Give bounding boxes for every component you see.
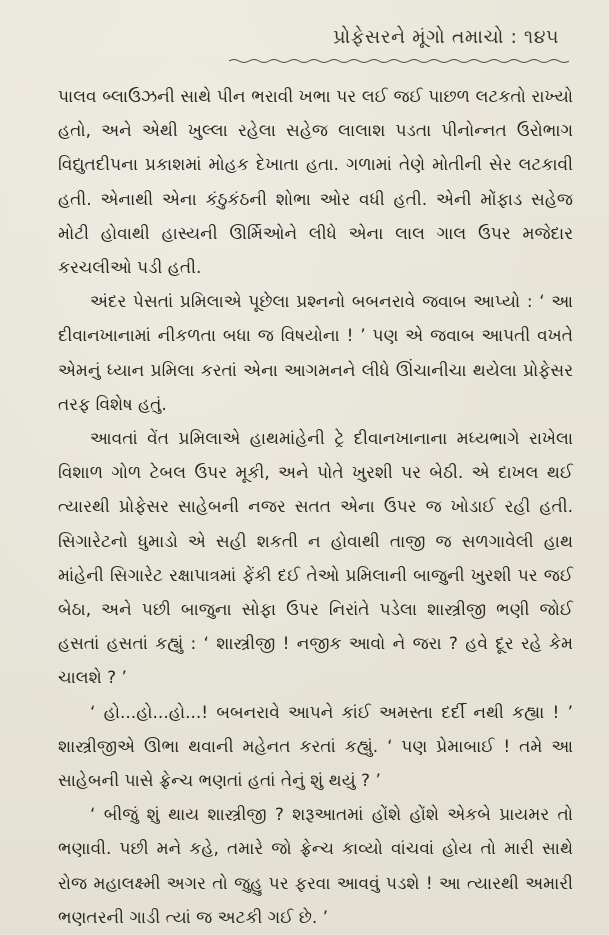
running-header: પ્રોફેસરને મૂંગો તમાચો : ૧૪૫ — [333, 26, 559, 48]
header-wavy-rule — [229, 58, 569, 64]
paragraph-2: અંદર પેસતાં પ્રમિલાએ પૂછેલા પ્રશ્નનો બબનરાવે જવાબ આપ્યો : ‘ આ દીવાનખાનામાં નીકળતા બધા જ વિષયોના ! ’ પણ એ જવાબ આપતી વખતે એમનું ધ્યાન પ્રમિલા કરતાં એના આગમનને લીધે ઊંચાનીચા થયેલા પ્રોફેસર તરફ વિશેષ હતું. — [58, 292, 573, 415]
paragraph-1: પાલવ બ્લાઉઝની સાથે પીન ભરાવી ખભા પર લઈ જઈ પાછળ લટકતો રાખ્યો હતો, અને એથી ખુલ્લા રહેલા સહેજ લાલાશ પડતા પીનોન્નત ઉરોભાગ વિદ્યુતદીપના પ્રકાશમાં મોહક દેખાતા હતા. ગળામાં તેણે મોતીની સેર લટકાવી હતી. એનાથી એના કંઠુકંઠની શોભા ઓર વધી હતી. એની મોંફાડ સહેજ મોટી હોવાથી હાસ્યની ઊર્મિઓને લીધે એના લાલ ગાલ ઉપર મજેદાર કરચલીઓ પડી હતી. — [58, 87, 573, 279]
body-text — [58, 80, 573, 935]
paragraph-5: ‘ બીજું શું થાય શાસ્ત્રીજી ? શરૂઆતમાં હોંશે હોંશે એકબે પ્રાયમર તો ભણાવી. પછી મને કહે, તમારે જો ફ્રેન્ચ કાવ્યો વાંચવાં હોય તો મારી સાથે રોજ મહાલક્ષ્મી અગર તો જુહુ પર ફરવા આવવું પડશે ! આ ત્યારથી અમારી ભણતરની ગાડી ત્યાં જ અટકી ગઈ છે. ’ — [58, 805, 573, 928]
paragraph-3: આવતાં વેંત પ્રમિલાએ હાથમાંહેની ટ્રે દીવાનખાનાના મધ્યભાગે રાખેલા વિશાળ ગોળ ટેબલ ઉપર મૂકી, અને પોતે ખુરશી પર બેઠી. એ દાખલ થઈ ત્યારથી પ્રોફેસર સાહેબની નજર સતત એના ઉપર જ ખોડાઈ રહી હતી. સિગારેટનો ધુમાડો એ સહી શકતી ન હોવાથી તાજી જ સળગાવેલી હાથ માંહેની સિગારેટ રક્ષાપાત્રમાં ફેંકી દઈ તેઓ પ્રમિલાની બાજુની ખુરશી પર જઈ બેઠા, અને પછી બાજુના સોફા ઉપર નિરાંતે પડેલા શાસ્ત્રીજી ભણી જોઈ હસતાં હસતાં કહ્યું : ‘ શાસ્ત્રીજી ! નજીક આવો ને જરા ? હવે દૂર રહે કેમ ચાલશે ? ’ — [58, 429, 573, 689]
paragraph-4: ‘ હો...હો...હો...! બબનરાવે આપને કાંઈ અમસ્તા દર્દી નથી કહ્યા ! ’ શાસ્ત્રીજીએ ઊભા થવાની મહેનત કરતાં કહ્યું. ‘ પણ પ્રેમાબાઈ ! તમે આ સાહેબની પાસે ફ્રેન્ચ ભણતાં હતાં તેનું શું થયું ? ’ — [58, 702, 573, 792]
